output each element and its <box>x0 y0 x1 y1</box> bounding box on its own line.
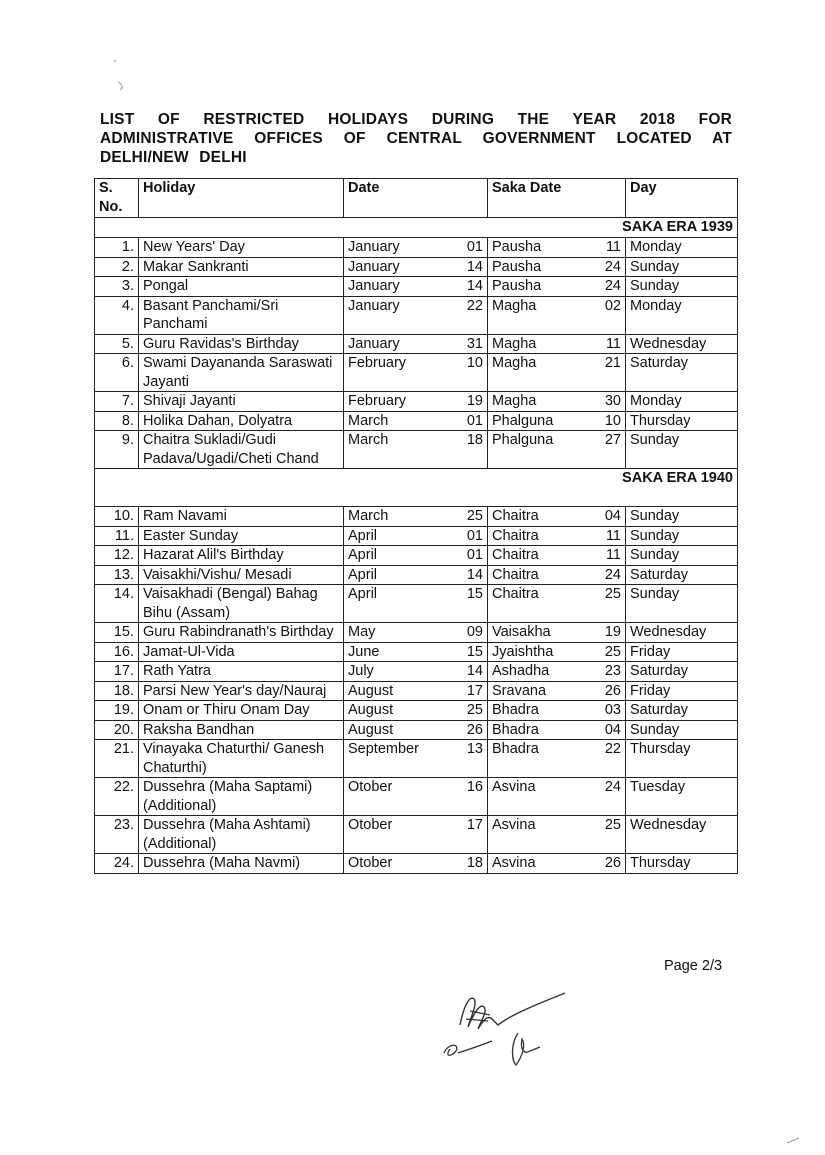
signature <box>430 985 580 1075</box>
sno-cell: 21. <box>95 740 139 778</box>
table-row <box>95 334 738 354</box>
saka-day-number-text: 26 <box>604 855 621 871</box>
month-text: February <box>348 393 407 409</box>
month-text: January <box>348 297 400 314</box>
saka-month-text: Sravana <box>492 682 547 699</box>
holiday-name-cell: Hazarat Alil's Birthday <box>139 546 344 566</box>
holiday-name-cell: Easter Sunday <box>139 526 344 546</box>
saka-date-cell <box>488 740 626 778</box>
table-row <box>95 720 738 740</box>
month-text: March <box>348 412 389 429</box>
holiday-name-cell: Makar Sankranti <box>139 257 344 277</box>
sno-cell: 8. <box>95 411 139 431</box>
day-cell: Sunday <box>626 585 738 623</box>
table-row <box>95 854 738 874</box>
sno-cell: 20. <box>95 720 139 740</box>
saka-date-cell <box>488 507 626 527</box>
holiday-table <box>94 178 738 874</box>
sno-cell: 1. <box>95 238 139 258</box>
holiday-name-cell: Dussehra (Maha Navmi) <box>139 854 344 874</box>
saka-date-cell <box>488 816 626 854</box>
saka-date-cell <box>488 720 626 740</box>
holiday-name-cell: Swami Dayananda Saraswati Jayanti <box>139 354 344 392</box>
month-text: August <box>348 682 394 699</box>
table-row <box>95 816 738 854</box>
holiday-name-cell: Chaitra Sukladi/Gudi Padava/Ugadi/Cheti Chand <box>139 431 344 469</box>
saka-day-number-text: 23 <box>604 663 621 679</box>
sno-cell: 12. <box>95 546 139 566</box>
saka-day-number-text: 27 <box>604 432 621 448</box>
saka-month-text: Asvina <box>492 817 536 833</box>
day-number-text: 17 <box>466 682 483 699</box>
month-text: July <box>348 663 374 679</box>
sno-cell: 16. <box>95 642 139 662</box>
month-text: January <box>348 258 400 275</box>
month-text: May <box>348 624 376 640</box>
day-number-text: 18 <box>466 855 483 871</box>
date-cell <box>344 238 488 258</box>
title-line-3: DELHI/NEW DELHI <box>100 149 247 166</box>
day-cell: Thursday <box>626 854 738 874</box>
holiday-name-cell: Jamat-Ul-Vida <box>139 642 344 662</box>
month-text: April <box>348 527 378 544</box>
sno-cell: 6. <box>95 354 139 392</box>
month-text: August <box>348 721 394 738</box>
month-text: Otober <box>348 817 393 833</box>
saka-day-number-text: 11 <box>605 335 621 352</box>
saka-date-cell <box>488 411 626 431</box>
month-text: March <box>348 508 389 524</box>
day-number-text: 16 <box>466 779 483 795</box>
saka-day-number-text: 22 <box>604 741 621 757</box>
table-row <box>95 238 738 258</box>
saka-date-cell <box>488 623 626 643</box>
month-text: April <box>348 586 378 602</box>
sno-cell: 10. <box>95 507 139 527</box>
saka-month-text: Ashadha <box>492 663 550 679</box>
day-cell: Sunday <box>626 277 738 297</box>
table-row <box>95 642 738 662</box>
saka-day-number-text: 11 <box>605 527 621 544</box>
month-text: June <box>348 643 380 660</box>
saka-date-cell <box>488 565 626 585</box>
day-cell: Thursday <box>626 411 738 431</box>
day-number-text: 01 <box>466 412 483 429</box>
holiday-name-cell: New Years' Day <box>139 238 344 258</box>
date-cell <box>344 277 488 297</box>
header-day: Day <box>626 179 738 218</box>
saka-month-text: Chaitra <box>492 566 539 583</box>
saka-day-number-text: 25 <box>604 586 621 602</box>
saka-month-text: Vaisakha <box>492 624 551 640</box>
holiday-name-cell: Raksha Bandhan <box>139 720 344 740</box>
month-text: August <box>348 702 394 718</box>
saka-month-text: Bhadra <box>492 741 539 757</box>
saka-day-number-text: 11 <box>605 239 621 255</box>
saka-day-number-text: 11 <box>605 547 621 563</box>
saka-date-cell <box>488 392 626 412</box>
day-cell: Saturday <box>626 565 738 585</box>
saka-date-cell <box>488 526 626 546</box>
day-cell: Tuesday <box>626 778 738 816</box>
sno-cell: 7. <box>95 392 139 412</box>
month-text: April <box>348 566 378 583</box>
date-cell <box>344 296 488 334</box>
day-number-text: 10 <box>466 355 483 371</box>
date-cell <box>344 565 488 585</box>
table-row <box>95 681 738 701</box>
table-row <box>95 526 738 546</box>
saka-date-cell <box>488 681 626 701</box>
month-text: January <box>348 278 400 294</box>
date-cell <box>344 334 488 354</box>
saka-day-number-text: 04 <box>604 721 621 738</box>
saka-month-text: Chaitra <box>492 508 539 524</box>
table-row <box>95 662 738 682</box>
saka-day-number-text: 04 <box>604 508 621 524</box>
saka-date-cell <box>488 701 626 721</box>
day-number-text: 26 <box>466 721 483 738</box>
era-label: SAKA ERA 1939 <box>95 218 738 238</box>
day-number-text: 18 <box>466 432 483 448</box>
table-row <box>95 411 738 431</box>
saka-day-number-text: 26 <box>604 682 621 699</box>
table-header-row <box>95 179 738 218</box>
month-text: Otober <box>348 779 393 795</box>
day-cell: Wednesday <box>626 623 738 643</box>
month-text: January <box>348 335 400 352</box>
date-cell <box>344 642 488 662</box>
table-row <box>95 431 738 469</box>
era-row <box>95 218 738 238</box>
saka-day-number-text: 03 <box>604 702 621 718</box>
day-number-text: 31 <box>466 335 483 352</box>
era-row <box>95 469 738 507</box>
date-cell <box>344 431 488 469</box>
date-cell <box>344 740 488 778</box>
sno-cell: 24. <box>95 854 139 874</box>
day-cell: Wednesday <box>626 816 738 854</box>
saka-day-number-text: 19 <box>604 624 621 640</box>
holiday-name-cell: Ram Navami <box>139 507 344 527</box>
saka-month-text: Magha <box>492 393 537 409</box>
day-number-text: 13 <box>466 741 483 757</box>
saka-month-text: Asvina <box>492 855 536 871</box>
table-row <box>95 623 738 643</box>
month-text: February <box>348 355 407 371</box>
holiday-name-cell: Vinayaka Chaturthi/ Ganesh Chaturthi) <box>139 740 344 778</box>
table-row <box>95 701 738 721</box>
day-number-text: 14 <box>466 278 483 294</box>
day-cell: Sunday <box>626 257 738 277</box>
saka-day-number-text: 25 <box>604 643 621 660</box>
saka-day-number-text: 24 <box>604 278 621 294</box>
saka-date-cell <box>488 354 626 392</box>
day-cell: Sunday <box>626 507 738 527</box>
day-cell: Sunday <box>626 526 738 546</box>
saka-day-number-text: 30 <box>604 393 621 409</box>
header-date: Date <box>344 179 488 218</box>
saka-date-cell <box>488 238 626 258</box>
table-row <box>95 277 738 297</box>
sno-cell: 14. <box>95 585 139 623</box>
holiday-name-cell: Dussehra (Maha Saptami) (Additional) <box>139 778 344 816</box>
saka-date-cell <box>488 257 626 277</box>
day-number-text: 01 <box>466 527 483 544</box>
table-row <box>95 257 738 277</box>
day-cell: Monday <box>626 392 738 412</box>
saka-date-cell <box>488 778 626 816</box>
table-row <box>95 354 738 392</box>
saka-month-text: Bhadra <box>492 702 539 718</box>
saka-month-text: Bhadra <box>492 721 539 738</box>
saka-month-text: Pausha <box>492 278 542 294</box>
saka-month-text: Jyaishtha <box>492 643 554 660</box>
saka-day-number-text: 24 <box>604 258 621 275</box>
saka-day-number-text: 25 <box>604 817 621 833</box>
saka-date-cell <box>488 662 626 682</box>
day-number-text: 25 <box>466 508 483 524</box>
day-number-text: 25 <box>466 702 483 718</box>
saka-date-cell <box>488 334 626 354</box>
date-cell <box>344 411 488 431</box>
date-cell <box>344 623 488 643</box>
date-cell <box>344 816 488 854</box>
scan-speck <box>110 58 130 98</box>
saka-date-cell <box>488 642 626 662</box>
holiday-name-cell: Onam or Thiru Onam Day <box>139 701 344 721</box>
saka-date-cell <box>488 854 626 874</box>
day-cell: Monday <box>626 296 738 334</box>
saka-date-cell <box>488 277 626 297</box>
day-cell: Sunday <box>626 431 738 469</box>
saka-month-text: Phalguna <box>492 412 554 429</box>
holiday-name-cell: Dussehra (Maha Ashtami) (Additional) <box>139 816 344 854</box>
sno-cell: 19. <box>95 701 139 721</box>
day-number-text: 17 <box>466 817 483 833</box>
day-number-text: 19 <box>466 393 483 409</box>
saka-day-number-text: 24 <box>604 566 621 583</box>
title-line-2: ADMINISTRATIVE OFFICES OF CENTRAL GOVERNMENT LOCATED AT <box>100 130 732 147</box>
sno-cell: 11. <box>95 526 139 546</box>
holiday-name-cell: Guru Ravidas's Birthday <box>139 334 344 354</box>
table-row <box>95 507 738 527</box>
day-cell: Monday <box>626 238 738 258</box>
date-cell <box>344 720 488 740</box>
day-cell: Saturday <box>626 354 738 392</box>
holiday-name-cell: Holika Dahan, Dolyatra <box>139 411 344 431</box>
saka-day-number-text: 21 <box>604 355 621 371</box>
day-cell: Sunday <box>626 546 738 566</box>
day-number-text: 14 <box>466 566 483 583</box>
title-line-1: LIST OF RESTRICTED HOLIDAYS DURING THE YEAR 2018 FOR <box>100 111 732 128</box>
saka-month-text: Chaitra <box>492 547 539 563</box>
date-cell <box>344 701 488 721</box>
date-cell <box>344 526 488 546</box>
holiday-name-cell: Guru Rabindranath's Birthday <box>139 623 344 643</box>
saka-date-cell <box>488 431 626 469</box>
table-row <box>95 546 738 566</box>
saka-month-text: Pausha <box>492 239 542 255</box>
table-row <box>95 565 738 585</box>
sno-cell: 13. <box>95 565 139 585</box>
date-cell <box>344 546 488 566</box>
sno-cell: 17. <box>95 662 139 682</box>
holiday-name-cell: Rath Yatra <box>139 662 344 682</box>
holiday-name-cell: Basant Panchami/Sri Panchami <box>139 296 344 334</box>
sno-cell: 15. <box>95 623 139 643</box>
date-cell <box>344 778 488 816</box>
holiday-name-cell: Parsi New Year's day/Nauraj <box>139 681 344 701</box>
sno-cell: 23. <box>95 816 139 854</box>
saka-month-text: Magha <box>492 335 537 352</box>
saka-date-cell <box>488 585 626 623</box>
saka-month-text: Pausha <box>492 258 542 275</box>
era-label: SAKA ERA 1940 <box>95 469 738 507</box>
table-row <box>95 296 738 334</box>
day-number-text: 14 <box>466 258 483 275</box>
saka-day-number-text: 24 <box>604 779 621 795</box>
date-cell <box>344 392 488 412</box>
day-number-text: 15 <box>466 643 483 660</box>
saka-month-text: Magha <box>492 297 537 314</box>
sno-cell: 18. <box>95 681 139 701</box>
day-cell: Saturday <box>626 701 738 721</box>
table-row <box>95 778 738 816</box>
header-sno: S. No. <box>95 179 139 218</box>
header-saka-date: Saka Date <box>488 179 626 218</box>
date-cell <box>344 662 488 682</box>
page-number: Page 2/3 <box>664 958 723 974</box>
holiday-name-cell: Vaisakhadi (Bengal) Bahag Bihu (Assam) <box>139 585 344 623</box>
holiday-name-cell: Shivaji Jayanti <box>139 392 344 412</box>
month-text: January <box>348 239 400 255</box>
header-holiday: Holiday <box>139 179 344 218</box>
saka-month-text: Asvina <box>492 779 536 795</box>
scan-speck <box>785 1135 805 1147</box>
month-text: September <box>348 741 419 757</box>
saka-date-cell <box>488 296 626 334</box>
table-row <box>95 585 738 623</box>
saka-day-number-text: 10 <box>604 412 621 429</box>
day-number-text: 22 <box>466 297 483 314</box>
day-number-text: 15 <box>466 586 483 602</box>
holiday-name-cell: Pongal <box>139 277 344 297</box>
day-cell: Friday <box>626 642 738 662</box>
day-number-text: 01 <box>466 239 483 255</box>
sno-cell: 3. <box>95 277 139 297</box>
day-cell: Friday <box>626 681 738 701</box>
date-cell <box>344 507 488 527</box>
month-text: Otober <box>348 855 393 871</box>
date-cell <box>344 585 488 623</box>
sno-cell: 5. <box>95 334 139 354</box>
holiday-name-cell: Vaisakhi/Vishu/ Mesadi <box>139 565 344 585</box>
sno-cell: 9. <box>95 431 139 469</box>
date-cell <box>344 257 488 277</box>
document-title <box>100 110 732 167</box>
table-row <box>95 740 738 778</box>
day-cell: Wednesday <box>626 334 738 354</box>
month-text: April <box>348 547 378 563</box>
saka-day-number-text: 02 <box>604 297 621 314</box>
saka-month-text: Magha <box>492 355 537 371</box>
saka-date-cell <box>488 546 626 566</box>
day-number-text: 01 <box>466 547 483 563</box>
sno-cell: 2. <box>95 257 139 277</box>
month-text: March <box>348 432 389 448</box>
day-cell: Saturday <box>626 662 738 682</box>
day-cell: Sunday <box>626 720 738 740</box>
date-cell <box>344 854 488 874</box>
day-number-text: 09 <box>466 624 483 640</box>
table-row <box>95 392 738 412</box>
saka-month-text: Chaitra <box>492 527 539 544</box>
day-cell: Thursday <box>626 740 738 778</box>
day-number-text: 14 <box>466 663 483 679</box>
saka-month-text: Phalguna <box>492 432 554 448</box>
date-cell <box>344 354 488 392</box>
saka-month-text: Chaitra <box>492 586 539 602</box>
sno-cell: 22. <box>95 778 139 816</box>
date-cell <box>344 681 488 701</box>
sno-cell: 4. <box>95 296 139 334</box>
